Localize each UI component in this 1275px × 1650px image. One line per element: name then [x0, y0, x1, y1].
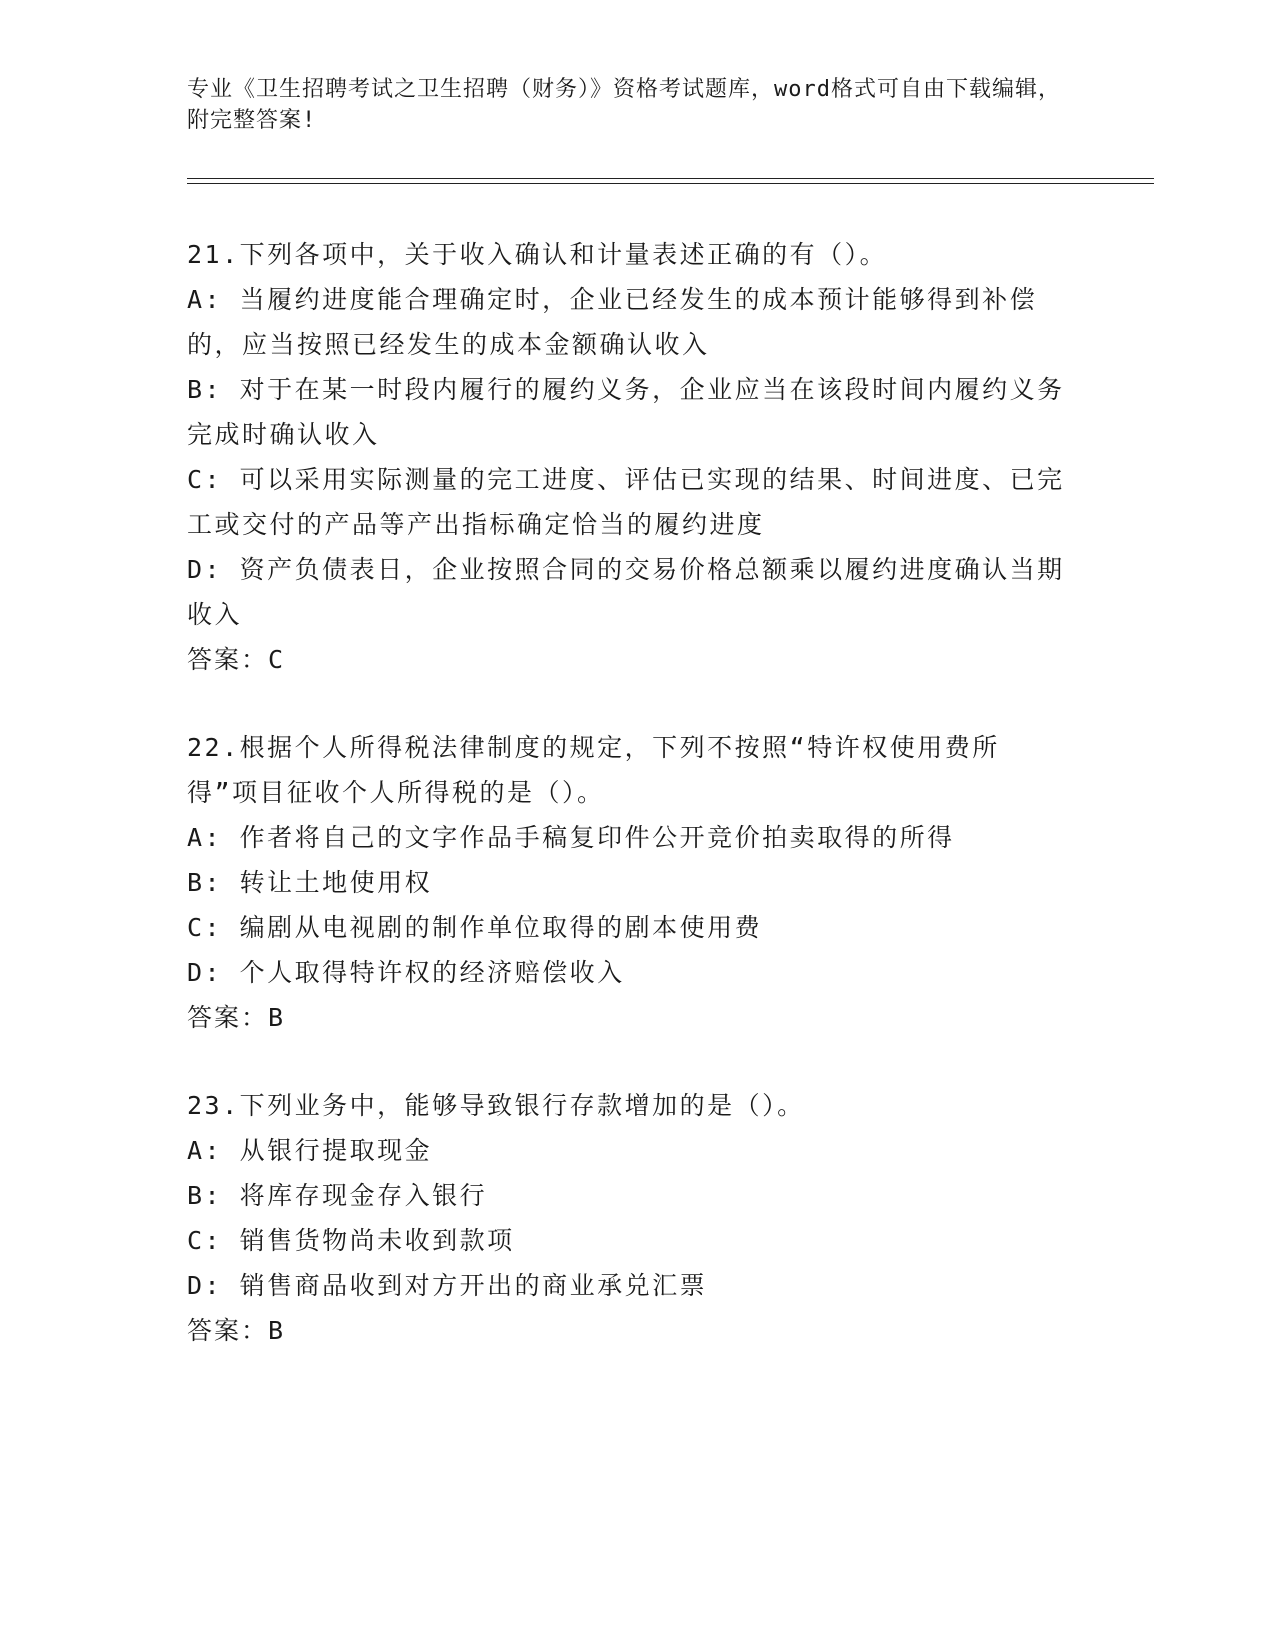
answer-label: 答案：	[187, 645, 269, 674]
option-c: C: 可以采用实际测量的完工进度、评估已实现的结果、时间进度、已完工或交付的产品等产出指标确定恰当的履约进度	[187, 465, 1065, 539]
answer-value: B	[268, 1003, 285, 1032]
option-a: A: 作者将自己的文字作品手稿复印件公开竞价拍卖取得的所得	[187, 823, 955, 852]
question-23	[187, 1083, 1067, 1353]
option-d: D: 销售商品收到对方开出的商业承兑汇票	[187, 1271, 708, 1300]
answer-line	[187, 637, 1067, 682]
question-22	[187, 725, 1067, 1040]
answer-line	[187, 995, 1067, 1040]
answer-label: 答案：	[187, 1316, 269, 1345]
header-divider-top	[187, 178, 1154, 179]
question-stem: 22.根据个人所得税法律制度的规定，下列不按照“特许权使用费所得”项目征收个人所得税的是（）。	[187, 733, 1000, 807]
answer-line	[187, 1308, 1067, 1353]
answer-value: C	[268, 645, 285, 674]
page-header-text: 专业《卫生招聘考试之卫生招聘（财务）》资格考试题库，word格式可自由下载编辑，附完整答案!	[187, 77, 1061, 133]
option-c: C: 编剧从电视剧的制作单位取得的剧本使用费	[187, 913, 763, 942]
option-d: D: 资产负债表日，企业按照合同的交易价格总额乘以履约进度确认当期收入	[187, 555, 1065, 629]
option-b: B: 转让土地使用权	[187, 868, 433, 897]
option-a: A: 从银行提取现金	[187, 1136, 433, 1165]
question-list	[187, 232, 1067, 1396]
option-d: D: 个人取得特许权的经济赔偿收入	[187, 958, 625, 987]
answer-label: 答案：	[187, 1003, 269, 1032]
question-stem: 23.下列业务中，能够导致银行存款增加的是（）。	[187, 1091, 805, 1120]
option-b: B: 将库存现金存入银行	[187, 1181, 488, 1210]
question-stem: 21.下列各项中，关于收入确认和计量表述正确的有（）。	[187, 240, 888, 269]
option-a: A: 当履约进度能合理确定时，企业已经发生的成本预计能够得到补偿的，应当按照已经发生的成本金额确认收入	[187, 285, 1038, 359]
answer-value: B	[268, 1316, 285, 1345]
header-divider-bottom	[187, 183, 1154, 184]
option-c: C: 销售货物尚未收到款项	[187, 1226, 515, 1255]
question-21	[187, 232, 1067, 682]
option-b: B: 对于在某一时段内履行的履约义务，企业应当在该段时间内履约义务完成时确认收入	[187, 375, 1065, 449]
